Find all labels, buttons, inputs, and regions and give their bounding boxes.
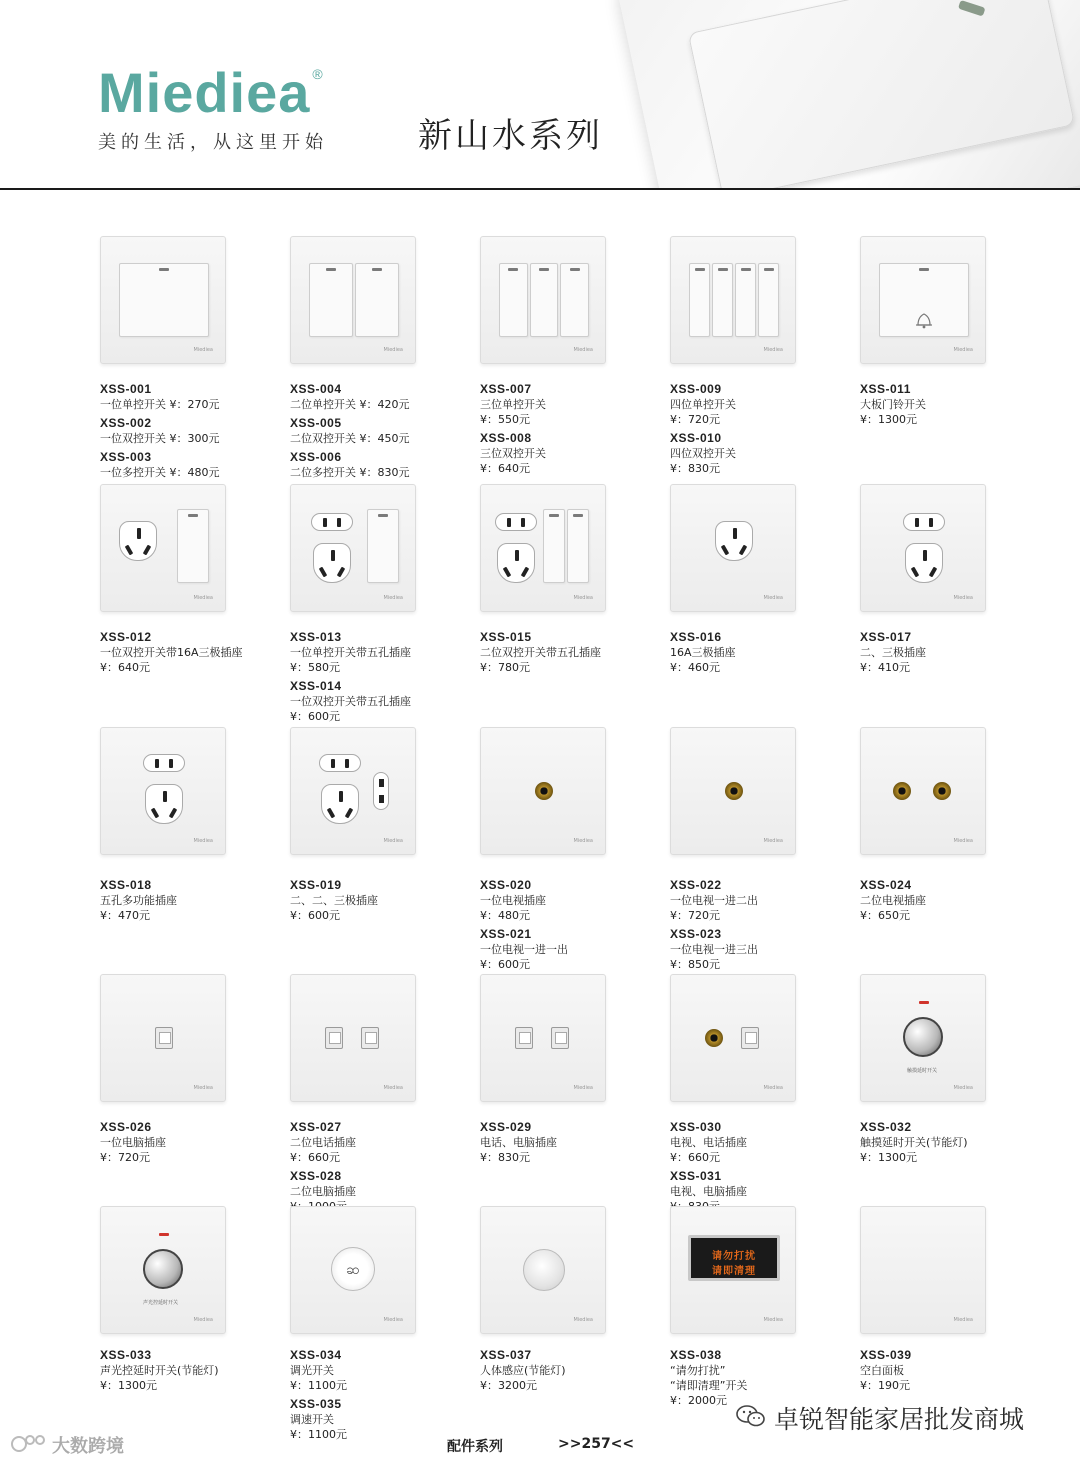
product-code: XSS-008	[480, 431, 532, 445]
product-price: ¥：480元	[169, 466, 220, 479]
sound-light-sensor-button[interactable]	[143, 1249, 183, 1289]
switch-plate: Miediea	[290, 727, 416, 855]
product-price: ¥：640元	[100, 661, 150, 674]
product-price: ¥：660元	[290, 1151, 340, 1164]
product-code: XSS-035	[290, 1397, 342, 1411]
product-code: XSS-010	[670, 431, 722, 445]
product-code: XSS-033	[100, 1348, 152, 1362]
product-code: XSS-023	[670, 927, 722, 941]
product-price: ¥：410元	[860, 661, 910, 674]
three-pin-socket-icon	[313, 543, 351, 583]
product-description: 二位电话插座	[290, 1136, 356, 1149]
product-price: ¥：1100元	[290, 1379, 347, 1392]
product-code: XSS-002	[100, 416, 152, 430]
product-description: “请勿打扰”	[670, 1364, 726, 1377]
product-code: XSS-034	[290, 1348, 342, 1362]
indicator-light-icon	[372, 268, 382, 271]
product-description: 一位电视一进一出	[480, 943, 568, 956]
product-price: ¥：830元	[670, 462, 720, 475]
product-description-2: “请即清理”开关	[670, 1379, 748, 1392]
product-description: 16A三极插座	[670, 646, 736, 659]
product-code: XSS-006	[290, 450, 342, 464]
product-description: 触摸延时开关(节能灯)	[860, 1136, 968, 1149]
two-pin-socket-icon	[143, 754, 185, 772]
product-caption	[290, 630, 480, 728]
product-code: XSS-011	[860, 382, 911, 396]
rocker-key[interactable]	[735, 263, 756, 337]
product-price: ¥：600元	[480, 958, 530, 971]
switch-plate: Miediea	[670, 727, 796, 855]
product-entry	[290, 1348, 480, 1393]
product-entry	[290, 630, 480, 675]
product-entry	[860, 382, 1050, 427]
product-code: XSS-020	[480, 878, 532, 892]
rocker-key[interactable]	[543, 509, 565, 583]
tv-coax-port-icon	[705, 1029, 723, 1047]
product-caption	[860, 382, 1050, 431]
product-caption	[860, 630, 1050, 679]
product-caption	[100, 1348, 290, 1397]
product-price: ¥：450元	[359, 432, 410, 445]
product-caption	[480, 630, 670, 679]
series-title: 新山水系列	[418, 116, 603, 156]
product-description: 二、二、三极插座	[290, 894, 378, 907]
switch-plate: Miediea	[480, 236, 606, 364]
product-description: 四位单控开关	[670, 398, 736, 411]
product-price: ¥：550元	[480, 413, 530, 426]
product-code: XSS-007	[480, 382, 532, 396]
switch-plate: Miediea	[860, 727, 986, 855]
product-entry	[290, 878, 480, 923]
switch-plate: ဆ Miediea	[290, 1206, 416, 1334]
product-caption	[480, 1348, 670, 1397]
footer-series-label: 配件系列	[447, 1439, 503, 1455]
product-code: XSS-038	[670, 1348, 722, 1362]
dimmer-knob[interactable]: ဆ	[331, 1247, 375, 1291]
switch-plate: Miediea	[860, 236, 986, 364]
wechat-icon	[736, 1404, 766, 1428]
product-entry	[670, 431, 860, 476]
product-description: 一位电视一进三出	[670, 943, 758, 956]
two-pin-socket-icon	[311, 513, 353, 531]
product-code: XSS-028	[290, 1169, 342, 1183]
three-pin-socket-icon	[497, 543, 535, 583]
product-price: ¥：830元	[359, 466, 410, 479]
product-price: ¥：580元	[290, 661, 340, 674]
rocker-key[interactable]	[119, 263, 209, 337]
product-description: 一位电视一进二出	[670, 894, 758, 907]
product-code: XSS-004	[290, 382, 342, 396]
three-pin-socket-icon	[119, 521, 157, 561]
product-entry	[100, 382, 290, 412]
product-caption	[290, 1348, 480, 1446]
switch-plate: Miediea	[860, 484, 986, 612]
product-caption	[670, 1120, 860, 1218]
tv-coax-port-icon	[893, 782, 911, 800]
product-caption	[480, 1120, 670, 1169]
product-description: 二位双控开关	[290, 432, 356, 445]
three-pin-socket-icon	[321, 784, 359, 824]
switch-plate: Miediea	[480, 1206, 606, 1334]
product-entry	[860, 630, 1050, 675]
product-description: 调光开关	[290, 1364, 334, 1377]
indicator-light-icon	[549, 514, 559, 517]
product-entry	[480, 1120, 670, 1165]
bell-icon	[914, 311, 934, 329]
product-description: 一位电脑插座	[100, 1136, 166, 1149]
switch-plate: Miediea	[100, 727, 226, 855]
switch-plate: Miediea	[100, 236, 226, 364]
switch-plate: Miediea	[480, 727, 606, 855]
switch-plate: Miediea	[480, 484, 606, 612]
product-code: XSS-026	[100, 1120, 152, 1134]
rj45-port-icon	[515, 1027, 533, 1049]
indicator-light-icon	[539, 268, 549, 271]
product-entry	[480, 927, 670, 972]
indicator-light-icon	[508, 268, 518, 271]
product-entry	[100, 1348, 290, 1393]
product-price: ¥：720元	[670, 909, 720, 922]
three-pin-socket-icon	[905, 543, 943, 583]
rj45-port-icon	[741, 1027, 759, 1049]
indicator-light-icon	[326, 268, 336, 271]
switch-plate: Miediea	[670, 974, 796, 1102]
two-pin-socket-icon	[495, 513, 537, 531]
product-code: XSS-021	[480, 927, 532, 941]
product-description: 人体感应(节能灯)	[480, 1364, 566, 1377]
product-entry	[290, 1120, 480, 1165]
product-entry	[860, 1348, 1050, 1393]
product-entry	[290, 450, 480, 480]
product-entry	[670, 382, 860, 427]
rocker-key[interactable]	[367, 509, 399, 583]
indicator-light-icon	[159, 268, 169, 271]
tv-coax-port-icon	[725, 782, 743, 800]
switch-plate: Miediea	[860, 1206, 986, 1334]
page-number: >>257<<	[558, 1436, 635, 1452]
product-entry	[670, 878, 860, 923]
product-description: 一位电视插座	[480, 894, 546, 907]
product-caption	[480, 382, 670, 480]
product-entry	[480, 630, 670, 675]
product-description: 一位双控开关带五孔插座	[290, 695, 411, 708]
product-description: 二位电视插座	[860, 894, 926, 907]
header-divider	[0, 188, 1080, 190]
product-description: 三位双控开关	[480, 447, 546, 460]
catalog-header	[0, 0, 1080, 190]
product-price: ¥：460元	[670, 661, 720, 674]
rj45-port-icon	[155, 1027, 173, 1049]
brand-logo: Miediea ®	[98, 61, 324, 124]
product-code: XSS-003	[100, 450, 152, 464]
product-price: ¥：780元	[480, 661, 530, 674]
product-price: ¥：300元	[169, 432, 220, 445]
indicator-light-icon	[919, 1001, 929, 1004]
product-caption	[860, 1348, 1050, 1397]
product-code: XSS-014	[290, 679, 342, 693]
product-price: ¥：660元	[670, 1151, 720, 1164]
product-code: XSS-039	[860, 1348, 912, 1362]
product-price: ¥：3200元	[480, 1379, 537, 1392]
product-code: XSS-032	[860, 1120, 912, 1134]
indicator-light-icon	[570, 268, 580, 271]
product-description: 一位单控开关带五孔插座	[290, 646, 411, 659]
product-description: 空白面板	[860, 1364, 904, 1377]
rocker-key[interactable]	[689, 263, 710, 337]
product-code: XSS-024	[860, 878, 912, 892]
touch-button[interactable]	[903, 1017, 943, 1057]
product-code: XSS-009	[670, 382, 722, 396]
indicator-light-icon	[741, 268, 751, 271]
switch-plate: 请勿打扰 请即清理 Miediea	[670, 1206, 796, 1334]
tv-coax-port-icon	[535, 782, 553, 800]
product-code: XSS-018	[100, 878, 152, 892]
product-caption	[290, 382, 480, 484]
product-entry	[480, 878, 670, 923]
product-price: ¥：2000元	[670, 1394, 727, 1407]
product-description: 二位单控开关	[290, 398, 356, 411]
switch-plate: Miediea	[290, 974, 416, 1102]
product-caption	[290, 1120, 480, 1218]
product-description: 大板门铃开关	[860, 398, 926, 411]
watermark-left: 大数跨境	[52, 1436, 124, 1457]
switch-plate: Miediea	[480, 974, 606, 1102]
vertical-two-pin-socket-icon	[373, 772, 389, 810]
rocker-key[interactable]	[499, 263, 528, 337]
product-description: 调速开关	[290, 1413, 334, 1426]
rocker-key[interactable]	[177, 509, 209, 583]
product-description: 一位多控开关	[100, 466, 166, 479]
switch-plate: Miediea	[670, 484, 796, 612]
product-code: XSS-030	[670, 1120, 722, 1134]
rj45-port-icon	[325, 1027, 343, 1049]
brand-slogan: 美的生活，从这里开始	[98, 132, 328, 153]
three-pin-socket-icon	[145, 784, 183, 824]
product-price: ¥：1300元	[860, 1151, 917, 1164]
product-caption	[100, 630, 290, 679]
rocker-key[interactable]	[309, 263, 353, 337]
watermark-logo-icon	[10, 1432, 50, 1456]
rocker-key[interactable]	[530, 263, 559, 337]
product-code: XSS-005	[290, 416, 342, 430]
two-pin-socket-icon	[319, 754, 361, 772]
rocker-key[interactable]	[712, 263, 733, 337]
product-description: 一位双控开关带16A三极插座	[100, 646, 243, 659]
indicator-light-icon	[919, 268, 929, 271]
product-caption	[480, 878, 670, 976]
product-price: ¥：600元	[290, 909, 340, 922]
motion-sensor-icon	[523, 1249, 565, 1291]
product-code: XSS-022	[670, 878, 722, 892]
product-description: 电视、电脑插座	[670, 1185, 747, 1198]
product-code: XSS-037	[480, 1348, 532, 1362]
product-price: ¥：420元	[359, 398, 410, 411]
product-description: 五孔多功能插座	[100, 894, 177, 907]
product-description: 二、三极插座	[860, 646, 926, 659]
product-code: XSS-015	[480, 630, 532, 644]
product-entry	[860, 1120, 1050, 1165]
product-description: 二位电脑插座	[290, 1185, 356, 1198]
product-price: ¥：1100元	[290, 1428, 347, 1441]
product-price: ¥：600元	[290, 710, 340, 723]
product-price: ¥：830元	[480, 1151, 530, 1164]
product-description: 一位双控开关	[100, 432, 166, 445]
indicator-light-icon	[695, 268, 705, 271]
indicator-light-icon	[573, 514, 583, 517]
product-code: XSS-027	[290, 1120, 342, 1134]
product-code: XSS-031	[670, 1169, 722, 1183]
product-price: ¥：1300元	[100, 1379, 157, 1392]
product-caption	[100, 382, 290, 484]
product-entry	[100, 878, 290, 923]
rj45-port-icon	[551, 1027, 569, 1049]
indicator-light-icon	[764, 268, 774, 271]
product-description: 电视、电话插座	[670, 1136, 747, 1149]
product-description: 二位多控开关	[290, 466, 356, 479]
product-price: ¥：720元	[100, 1151, 150, 1164]
two-pin-socket-icon	[903, 513, 945, 531]
product-entry	[670, 927, 860, 972]
product-entry	[480, 431, 670, 476]
rocker-key[interactable]	[567, 509, 589, 583]
product-code: XSS-029	[480, 1120, 532, 1134]
product-entry	[100, 1120, 290, 1165]
product-code: XSS-016	[670, 630, 722, 644]
rocker-key[interactable]	[560, 263, 589, 337]
dnd-display: 请勿打扰 请即清理	[688, 1235, 780, 1281]
rocker-key[interactable]	[355, 263, 399, 337]
switch-plate: Miediea	[290, 236, 416, 364]
product-caption	[100, 1120, 290, 1169]
product-entry	[480, 382, 670, 427]
switch-plate: Miediea	[100, 484, 226, 612]
indicator-light-icon	[188, 514, 198, 517]
product-code: XSS-019	[290, 878, 342, 892]
product-entry	[290, 679, 480, 724]
product-description: 二位双控开关带五孔插座	[480, 646, 601, 659]
product-entry	[480, 1348, 670, 1393]
product-entry	[290, 382, 480, 412]
product-description: 声光控延时开关(节能灯)	[100, 1364, 219, 1377]
switch-plate: 声光控延时开关 Miediea	[100, 1206, 226, 1334]
product-price: ¥：1300元	[860, 413, 917, 426]
switch-plate: Miediea	[290, 484, 416, 612]
product-description: 四位双控开关	[670, 447, 736, 460]
product-price: ¥：270元	[169, 398, 220, 411]
switch-plate: 触摸延时开关 Miediea	[860, 974, 986, 1102]
product-price: ¥：190元	[860, 1379, 910, 1392]
product-caption	[670, 878, 860, 976]
product-entry	[100, 630, 290, 675]
product-description: 一位单控开关	[100, 398, 166, 411]
product-caption	[670, 382, 860, 480]
tv-coax-port-icon	[933, 782, 951, 800]
product-entry	[670, 1120, 860, 1165]
product-entry	[670, 630, 860, 675]
product-price: ¥：850元	[670, 958, 720, 971]
product-caption	[100, 878, 290, 927]
product-caption	[860, 1120, 1050, 1169]
product-price: ¥：650元	[860, 909, 910, 922]
product-caption	[860, 878, 1050, 927]
product-price: ¥：720元	[670, 413, 720, 426]
switch-plate: Miediea	[100, 974, 226, 1102]
product-price: ¥：470元	[100, 909, 150, 922]
product-code: XSS-001	[100, 382, 152, 396]
product-code: XSS-012	[100, 630, 152, 644]
product-caption	[670, 630, 860, 679]
product-entry	[100, 416, 290, 446]
indicator-light-icon	[718, 268, 728, 271]
rj45-port-icon	[361, 1027, 379, 1049]
product-entry	[860, 878, 1050, 923]
hero-switch-image	[614, 0, 1080, 190]
switch-plate: Miediea	[670, 236, 796, 364]
product-entry	[100, 450, 290, 480]
watermark-right: 卓锐智能家居批发商城	[774, 1405, 1025, 1434]
product-entry	[670, 1348, 860, 1408]
indicator-light-icon	[159, 1233, 169, 1236]
product-description: 三位单控开关	[480, 398, 546, 411]
product-price: ¥：480元	[480, 909, 530, 922]
product-entry	[290, 416, 480, 446]
rocker-key[interactable]	[758, 263, 779, 337]
indicator-light-icon	[378, 514, 388, 517]
product-description: 电话、电脑插座	[480, 1136, 557, 1149]
product-caption	[290, 878, 480, 927]
product-price: ¥：640元	[480, 462, 530, 475]
product-code: XSS-017	[860, 630, 912, 644]
three-pin-socket-icon	[715, 521, 753, 561]
product-code: XSS-013	[290, 630, 342, 644]
